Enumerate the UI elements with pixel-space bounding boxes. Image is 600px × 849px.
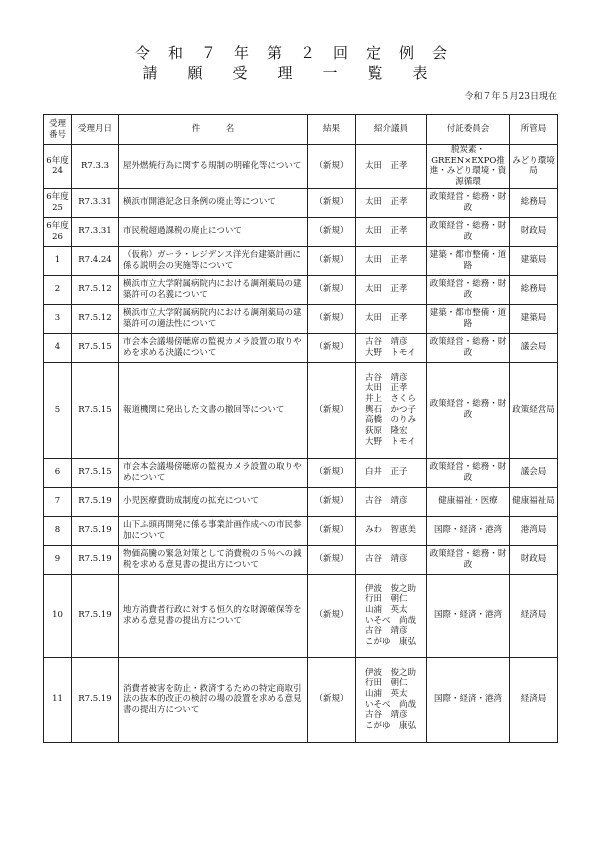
introducer-name: 太田 正孝 [365, 383, 408, 394]
cell-number: 11 [44, 657, 72, 742]
cell-bureau: みどり環境局 [510, 145, 558, 189]
cell-number: 6年度25 [44, 188, 72, 217]
page-subtitle: 請願受理一覧表 [142, 64, 458, 82]
as-of-date: 令和７年５月23日現在 [464, 92, 557, 102]
cell-date: R7.5.19 [72, 516, 119, 545]
cell-number: 4 [44, 333, 72, 362]
cell-committee: 政策経営・総務・財政 [427, 362, 510, 458]
introducer-name: 古谷 靖彦 [365, 554, 408, 565]
cell-introducers [356, 458, 427, 487]
introducer-name: 高橋 のりみ [365, 415, 417, 426]
cell-number: 5 [44, 362, 72, 458]
introducer-name: 伊波 俊之助 [365, 583, 417, 594]
cell-subject: 横浜市立大学附属病院内における調剤薬局の建築許可の適法性について [119, 304, 308, 333]
table-row [44, 217, 558, 246]
col-header-subject: 件 名 [119, 115, 308, 145]
cell-bureau: 総務局 [510, 188, 558, 217]
introducer-name: こがゆ 康弘 [365, 636, 417, 647]
cell-subject: 報道機関に発出した文書の撤回等について [119, 362, 308, 458]
cell-bureau: 政策経営局 [510, 362, 558, 458]
cell-introducers [356, 145, 427, 189]
col-header-date: 受理月日 [72, 115, 119, 145]
cell-number: 8 [44, 516, 72, 545]
cell-bureau: 経済局 [510, 574, 558, 657]
table-row [44, 275, 558, 304]
cell-result: （新規） [308, 458, 356, 487]
cell-result: （新規） [308, 275, 356, 304]
col-header-result: 結果 [308, 115, 356, 145]
cell-date: R7.5.19 [72, 574, 119, 657]
cell-committee: 建築・都市整備・道路 [427, 304, 510, 333]
introducer-name: 太田 正孝 [365, 313, 408, 324]
cell-committee: 国際・経済・港湾 [427, 574, 510, 657]
cell-bureau: 財政局 [510, 545, 558, 574]
col-header-committee: 付託委員会 [427, 115, 510, 145]
introducer-name: 太田 正孝 [365, 284, 408, 295]
cell-bureau: 経済局 [510, 657, 558, 742]
table-header-row [44, 115, 558, 145]
page-title: 令和７年第２回定例会 [134, 44, 465, 62]
introducer-name: こがゆ 康弘 [365, 720, 417, 731]
introducer-name: 古谷 靖彦 [365, 626, 408, 637]
table-row [44, 545, 558, 574]
introducer-name: 行田 朝仁 [365, 678, 408, 689]
table-row [44, 188, 558, 217]
cell-subject: 屋外燃焼行為に関する規制の明確化等について [119, 145, 308, 189]
introducer-name: 輿石 かつ子 [365, 404, 417, 415]
cell-introducers [356, 275, 427, 304]
cell-date: R7.5.19 [72, 657, 119, 742]
table-row [44, 246, 558, 275]
cell-bureau: 財政局 [510, 217, 558, 246]
introducer-name: みわ 智恵美 [365, 525, 417, 536]
cell-bureau: 議会局 [510, 333, 558, 362]
cell-date: R7.3.31 [72, 188, 119, 217]
cell-date: R7.5.12 [72, 275, 119, 304]
cell-committee: 健康福祉・医療 [427, 487, 510, 516]
introducer-name: 太田 正孝 [365, 226, 408, 237]
cell-result: （新規） [308, 304, 356, 333]
cell-subject: （仮称）ガーラ・レジデンス洋光台建築計画に係る説明会の実施等について [119, 246, 308, 275]
cell-number: 6 [44, 458, 72, 487]
cell-subject: 山下ふ頭再開発に係る事業計画作成への市民参加について [119, 516, 308, 545]
cell-number: 6年度26 [44, 217, 72, 246]
introducer-name: 伊波 俊之助 [365, 667, 417, 678]
introducer-name: 古谷 靖彦 [365, 496, 408, 507]
cell-committee: 政策経営・総務・財政 [427, 188, 510, 217]
cell-committee: 国際・経済・港湾 [427, 657, 510, 742]
cell-subject: 市会本会議場傍聴席の監視カメラ設置の取りやめを求める決議について [119, 333, 308, 362]
cell-date: R7.4.24 [72, 246, 119, 275]
cell-introducers [356, 657, 427, 742]
cell-committee: 政策経営・総務・財政 [427, 545, 510, 574]
cell-result: （新規） [308, 487, 356, 516]
cell-subject: 小児医療費助成制度の拡充について [119, 487, 308, 516]
introducer-name: いそべ 尚哉 [365, 615, 417, 626]
cell-result: （新規） [308, 145, 356, 189]
cell-subject: 物価高騰の緊急対策として消費税の５％への減税を求める意見書の提出方について [119, 545, 308, 574]
cell-result: （新規） [308, 657, 356, 742]
cell-date: R7.5.15 [72, 362, 119, 458]
cell-subject: 市会本会議場傍聴席の監視カメラ設置の取りやめについて [119, 458, 308, 487]
cell-introducers [356, 362, 427, 458]
cell-result: （新規） [308, 188, 356, 217]
cell-bureau: 建築局 [510, 246, 558, 275]
cell-subject: 横浜市立大学附属病院内における調剤薬局の建築許可の名義について [119, 275, 308, 304]
cell-result: （新規） [308, 516, 356, 545]
cell-subject: 市民税超過課税の廃止について [119, 217, 308, 246]
introducer-name: 井上 さくら [365, 394, 417, 405]
introducer-name: 山浦 英太 [365, 604, 408, 615]
cell-result: （新規） [308, 545, 356, 574]
introducer-name: 太田 正孝 [365, 160, 408, 171]
introducer-name: 古谷 靖彦 [365, 710, 408, 721]
cell-introducers [356, 217, 427, 246]
cell-number: 9 [44, 545, 72, 574]
introducer-name: 太田 正孝 [365, 255, 408, 266]
cell-committee: 政策経営・総務・財政 [427, 275, 510, 304]
cell-number: 6年度24 [44, 145, 72, 189]
cell-bureau: 議会局 [510, 458, 558, 487]
cell-date: R7.5.12 [72, 304, 119, 333]
cell-result: （新規） [308, 217, 356, 246]
table-row [44, 657, 558, 742]
petition-table [43, 114, 558, 743]
cell-subject: 消費者被害を防止・救済するための特定商取引法の抜本的改正の検討の場の設置を求める意見書の提出方について [119, 657, 308, 742]
introducer-name: 大野 トモイ [365, 436, 416, 447]
cell-introducers [356, 246, 427, 275]
cell-result: （新規） [308, 333, 356, 362]
introducer-name: 太田 正孝 [365, 197, 408, 208]
cell-bureau: 建築局 [510, 304, 558, 333]
cell-introducers [356, 516, 427, 545]
table-row [44, 145, 558, 189]
col-header-bureau: 所管局 [510, 115, 558, 145]
cell-date: R7.3.31 [72, 217, 119, 246]
cell-bureau: 港湾局 [510, 516, 558, 545]
table-row [44, 516, 558, 545]
cell-number: 2 [44, 275, 72, 304]
col-header-number: 受理番号 [44, 115, 72, 145]
cell-date: R7.5.15 [72, 333, 119, 362]
cell-introducers [356, 545, 427, 574]
cell-committee: 政策経営・総務・財政 [427, 217, 510, 246]
cell-introducers [356, 574, 427, 657]
cell-date: R7.5.19 [72, 545, 119, 574]
table-row [44, 362, 558, 458]
introducer-name: 山浦 英太 [365, 688, 408, 699]
cell-subject: 地方消費者行政に対する恒久的な財源確保等を求める意見書の提出方について [119, 574, 308, 657]
table-row [44, 333, 558, 362]
cell-committee: 政策経営・総務・財政 [427, 333, 510, 362]
table-row [44, 574, 558, 657]
introducer-name: 古谷 靖彦 [365, 372, 408, 383]
cell-number: 7 [44, 487, 72, 516]
introducer-name: いそべ 尚哉 [365, 699, 417, 710]
table-row [44, 458, 558, 487]
table-body [44, 145, 558, 743]
cell-introducers [356, 487, 427, 516]
col-header-introducers: 紹介議員 [356, 115, 427, 145]
introducer-name: 白井 正子 [365, 467, 408, 478]
introducer-name: 行田 朝仁 [365, 594, 408, 605]
cell-committee: 政策経営・総務・財政 [427, 458, 510, 487]
table-row [44, 487, 558, 516]
cell-committee: 国際・経済・港湾 [427, 516, 510, 545]
cell-number: 10 [44, 574, 72, 657]
cell-committee: 建築・都市整備・道路 [427, 246, 510, 275]
cell-date: R7.5.15 [72, 458, 119, 487]
cell-result: （新規） [308, 362, 356, 458]
cell-date: R7.3.3 [72, 145, 119, 189]
cell-introducers [356, 333, 427, 362]
introducer-name: 荻原 隆宏 [365, 425, 408, 436]
cell-bureau: 総務局 [510, 275, 558, 304]
cell-bureau: 健康福祉局 [510, 487, 558, 516]
cell-result: （新規） [308, 574, 356, 657]
cell-subject: 横浜市開港記念日条例の廃止等について [119, 188, 308, 217]
cell-introducers [356, 304, 427, 333]
introducer-name: 大野 トモイ [365, 347, 416, 358]
cell-number: 3 [44, 304, 72, 333]
introducer-name: 古谷 靖彦 [365, 336, 408, 347]
cell-introducers [356, 188, 427, 217]
table-row [44, 304, 558, 333]
cell-date: R7.5.19 [72, 487, 119, 516]
cell-result: （新規） [308, 246, 356, 275]
cell-number: 1 [44, 246, 72, 275]
cell-committee: 脱炭素・GREEN×EXPO推進・みどり環境・資源循環 [427, 145, 510, 189]
